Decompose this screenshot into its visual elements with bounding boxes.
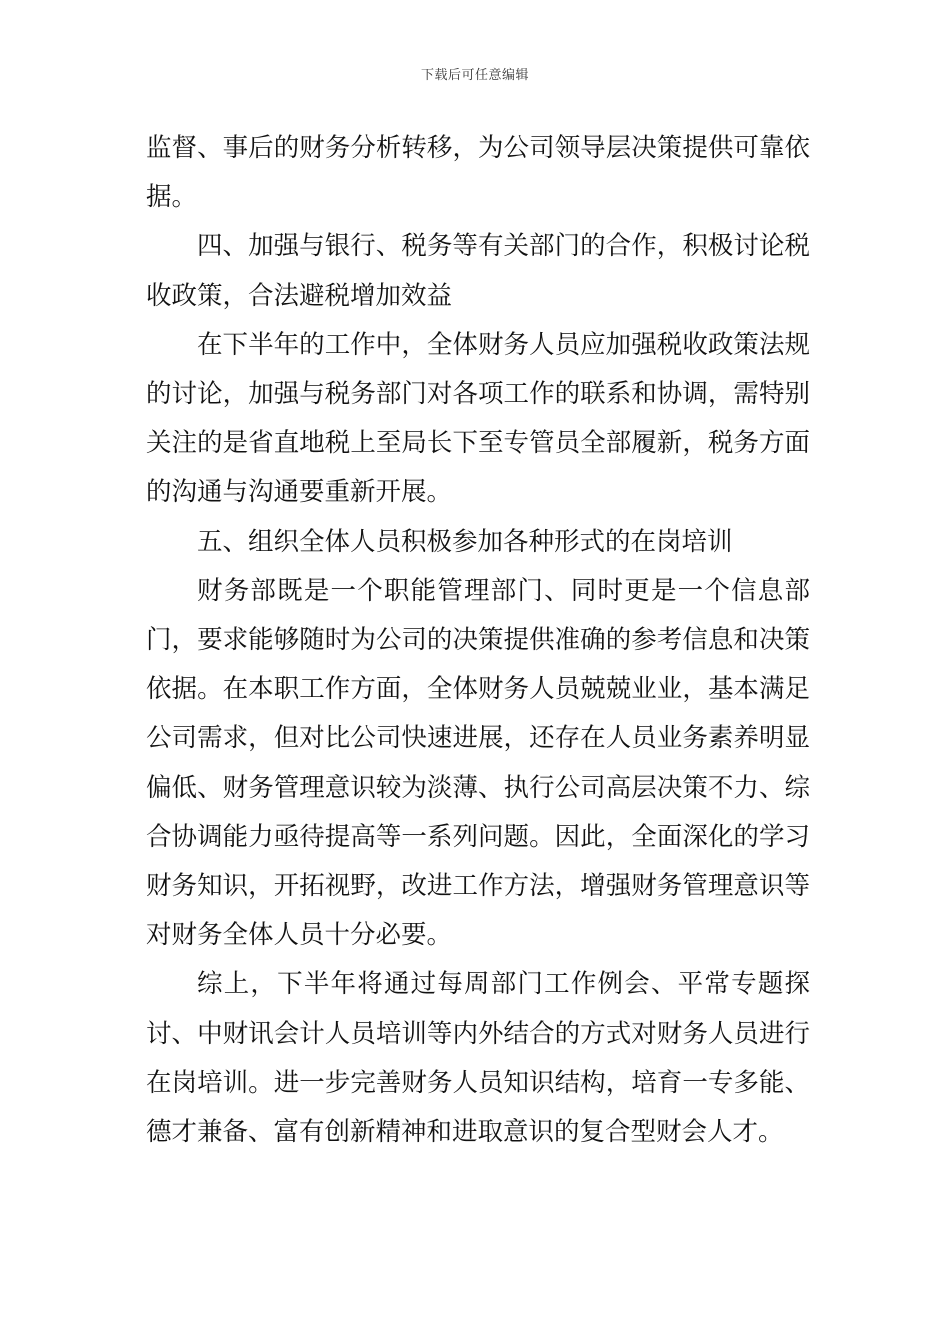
section-heading-4: 四、加强与银行、税务等有关部门的合作，积极讨论税收政策，合法避税增加效益	[146, 231, 810, 311]
paragraph-summary: 综上，下半年将通过每周部门工作例会、平常专题探讨、中财讯会计人员培训等内外结合的方式对财务人员进行在岗培训。进一步完善财务人员知识结构，培育一专多能、德才兼备、富有创新精神和进取意识的复合型财会人才。	[146, 969, 810, 1148]
paragraph-continuation: 监督、事后的财务分析转移，为公司领导层决策提供可靠依据。	[146, 133, 810, 213]
document-body	[146, 124, 810, 1157]
section-heading-5: 五、组织全体人员积极参加各种形式的在岗培训	[197, 526, 733, 557]
paragraph-finance-dept: 财务部既是一个职能管理部门、同时更是一个信息部门，要求能够随时为公司的决策提供准确的参考信息和决策依据。在本职工作方面，全体财务人员兢兢业业，基本满足公司需求，但对比公司快速进展，还存在人员业务素养明显偏低、财务管理意识较为淡薄、执行公司高层决策不力、综合协调能力亟待提高等一系列问题。因此，全面深化的学习财务知识，开拓视野，改进工作方法，增强财务管理意识等对财务全体人员十分必要。	[146, 575, 810, 951]
page-header: 下载后可任意编辑	[420, 68, 529, 83]
paragraph-tax-policy: 在下半年的工作中，全体财务人员应加强税收政策法规的讨论，加强与税务部门对各项工作的联系和协调，需特别关注的是省直地税上至局长下至专管员全部履新，税务方面的沟通与沟通要重新开展。	[146, 329, 810, 508]
